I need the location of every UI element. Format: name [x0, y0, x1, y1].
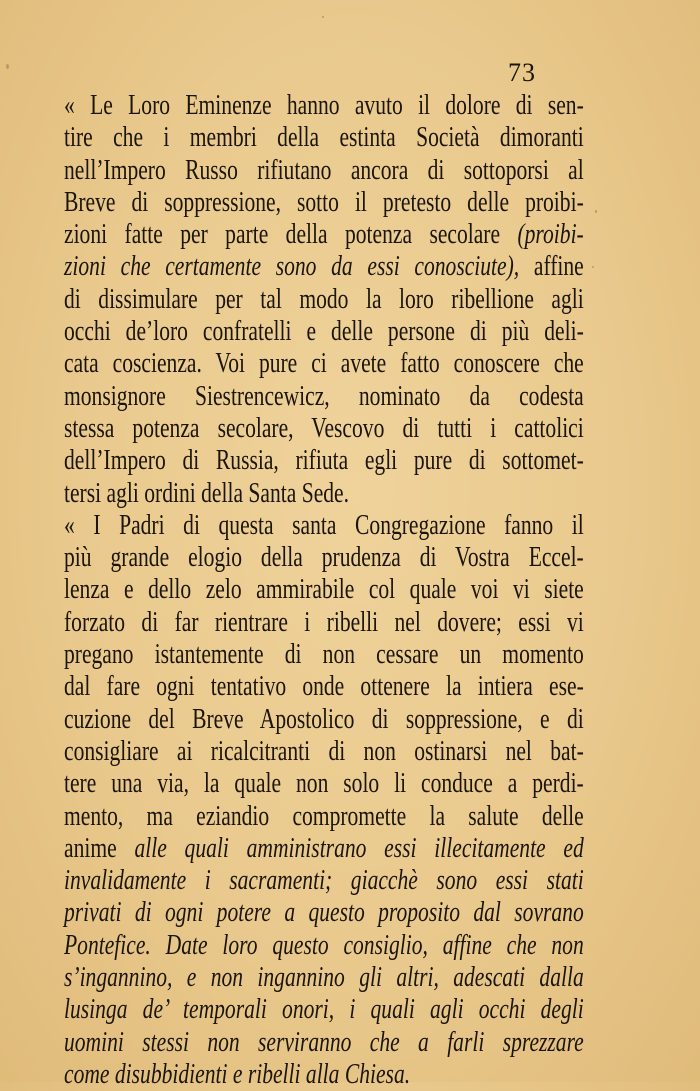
italic-text: (proibi-: [517, 219, 584, 251]
text-line: [64, 1027, 584, 1059]
text-segment: cuzione del Breve Apostolico di soppressione, e di: [64, 703, 584, 735]
text-segment: pregano istantemente di non cessare un momento: [64, 639, 584, 671]
italic-text: Pontefice. Date loro questo consiglio, affine che non: [64, 929, 584, 961]
text-line: [64, 348, 584, 380]
body-text: [64, 90, 584, 1091]
text-line: [64, 801, 584, 833]
italic-text: come disubbidienti e ribelli alla Chiesa.: [64, 1058, 411, 1090]
text-line: [64, 187, 584, 219]
text-segment: tire che i membri della estinta Società dimoranti: [64, 122, 584, 154]
text-line: [64, 122, 584, 154]
text-segment: « I Padri di questa santa Congregazione fanno il: [64, 509, 584, 541]
italic-text: uomini stessi non serviranno che a farli sprezzare: [64, 1026, 584, 1058]
text-segment: anime: [64, 832, 135, 864]
text-line: [64, 897, 584, 929]
text-line: [64, 251, 584, 283]
text-segment: lenza e dello zelo ammirabile col quale voi vi siete: [64, 574, 584, 606]
text-segment: affine: [533, 251, 584, 283]
text-segment: cata coscienza. Voi pure ci avete fatto conoscere che: [64, 348, 584, 380]
text-segment: forzato di far rientrare i ribelli nel dovere; essi vi: [64, 606, 584, 638]
text-line: [64, 413, 584, 445]
text-line: [64, 284, 584, 316]
text-line: [64, 671, 584, 703]
italic-text: s’ingannino, e non ingannino gli altri, adescati dalla: [64, 962, 584, 994]
text-line: [64, 90, 584, 122]
text-segment: più grande elogio della prudenza di Vostra Eccel-: [64, 542, 584, 574]
text-line: [64, 833, 584, 865]
text-line: [64, 639, 584, 671]
italic-text: invalidamente i sacramenti; giacchè sono essi stati: [64, 865, 584, 897]
text-line: [64, 994, 584, 1026]
text-line: [64, 155, 584, 187]
text-line: [64, 445, 584, 477]
text-line: [64, 962, 584, 994]
text-line: [64, 607, 584, 639]
text-segment: occhi de’loro confratelli e delle persone di più deli-: [64, 316, 584, 348]
text-line: [64, 478, 584, 510]
text-segment: « Le Loro Eminenze hanno avuto il dolore di sen-: [64, 90, 584, 121]
text-segment: monsignore Siestrencewicz, nominato da codesta: [64, 380, 584, 412]
page-number: 73: [508, 58, 536, 87]
italic-text: zioni che certamente sono da essi conosciute),: [64, 251, 534, 283]
text-line: [64, 930, 584, 962]
text-line: [64, 510, 584, 542]
text-segment: tersi agli ordini della Santa Sede.: [64, 477, 349, 509]
text-segment: stessa potenza secolare, Vescovo di tutti i cattolici: [64, 412, 584, 444]
text-line: [64, 574, 584, 606]
text-segment: tere una via, la quale non solo li conduce a perdi-: [64, 768, 584, 800]
italic-text: privati di ogni potere a questo proposito dal sovrano: [64, 897, 584, 929]
text-line: [64, 219, 584, 251]
text-segment: di dissimulare per tal modo la loro ribellione agli: [64, 283, 584, 315]
italic-text: alle quali amministrano essi illecitamente ed: [134, 832, 584, 864]
text-segment: dal fare ogni tentativo onde ottenere la intiera ese-: [64, 671, 584, 703]
text-line: [64, 1059, 584, 1091]
text-segment: Breve di soppressione, sotto il pretesto delle proibi-: [64, 186, 584, 218]
text-segment: nell’Impero Russo rifiutano ancora di sottoporsi al: [64, 154, 584, 186]
text-segment: zioni fatte per parte della potenza secolare: [64, 219, 518, 251]
italic-text: lusinga de’ temporali onori, i quali agli occhi degli: [64, 994, 584, 1026]
text-line: [64, 381, 584, 413]
text-line: [64, 865, 584, 897]
text-segment: consigliare ai ricalcitranti di non ostinarsi nel bat-: [64, 735, 584, 767]
text-line: [64, 542, 584, 574]
text-line: [64, 704, 584, 736]
text-line: [64, 768, 584, 800]
text-segment: dell’Impero di Russia, rifiuta egli pure di sottomet-: [64, 445, 584, 477]
text-line: [64, 736, 584, 768]
text-line: [64, 316, 584, 348]
text-segment: mento, ma eziandio compromette la salute delle: [64, 800, 584, 832]
